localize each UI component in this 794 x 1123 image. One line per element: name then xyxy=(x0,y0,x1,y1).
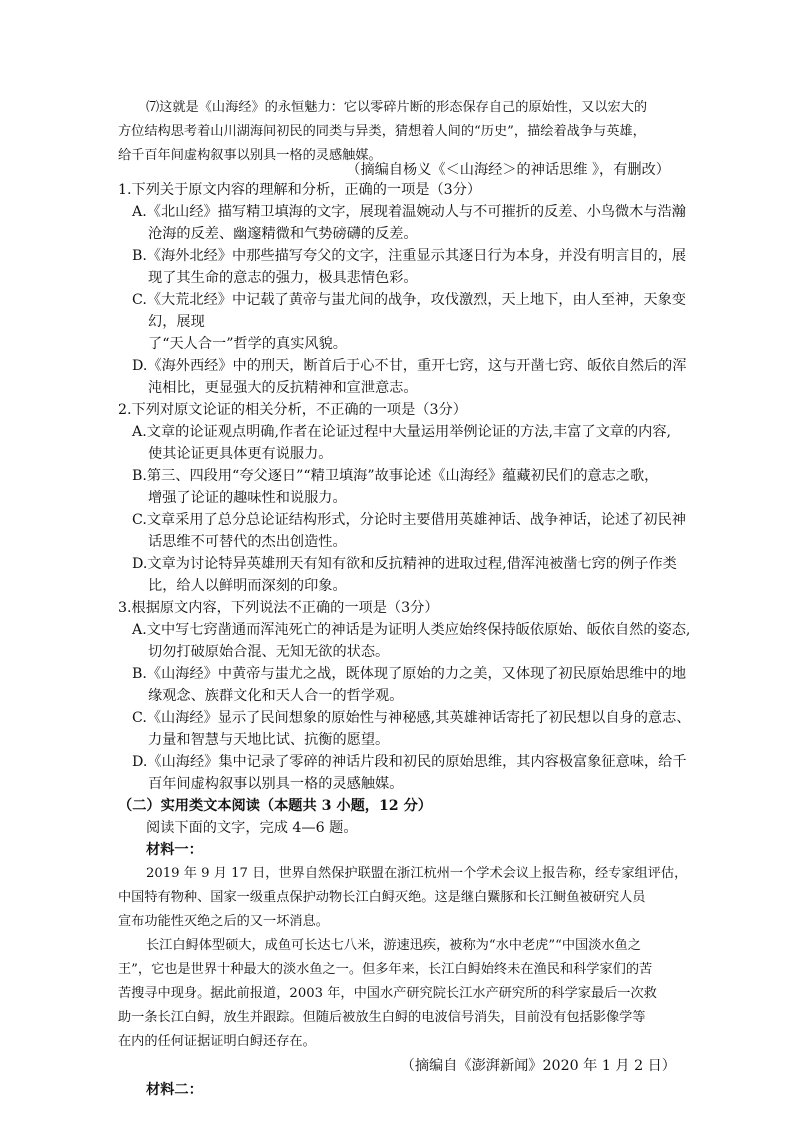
material1-source: （摘编自《澎湃新闻》2020 年 1 月 2 日） xyxy=(400,1058,676,1074)
material1-para1-line3: 宣布功能性灭绝之后的又一坏消息。 xyxy=(118,914,329,929)
q2-option-c-line2: 话思维不可替代的杰出创造性。 xyxy=(148,534,347,550)
material1-para2-line1: 长江白鲟体型硕大，成鱼可长达七八米，游速迅疾，被称为“水中老虎”“中国淡水鱼之 xyxy=(146,938,641,953)
q1-option-d-line1: D.《海外西经》中的刑天，断首后于心不甘，重开七窍，这与开凿七窍、皈依自然后的浑 xyxy=(132,358,687,374)
material1-label: 材料一： xyxy=(146,842,203,858)
material1-para2-line4: 助一条长江白鲟，放生并跟踪。但随后被放生白鲟的电波信号消失，目前没有包括影像学等 xyxy=(118,1010,646,1025)
passage7-line2: 方位结构思考着山川湖海间初民的同类与异类，猜想着人间的“历史”，描绘着战争与英雄， xyxy=(118,124,646,139)
q1-option-c-line1: C.《大荒北经》中记载了黄帝与蚩尤间的战争，攻伐激烈，天上地下，由人至神，天象变 xyxy=(132,292,686,308)
q3-option-d-line2: 百年间虚构叙事以别具一格的灵感触媒。 xyxy=(148,776,404,792)
q1-option-b-line1: B.《海外北经》中那些描写夸父的文字，注重显示其逐日行为本身，并没有明言目的，展 xyxy=(132,248,687,264)
passage7-source: （摘编自杨义《＜山海经＞的神话思维 》，有删改） xyxy=(346,162,670,178)
q3-option-d-line1: D.《山海经》集中记录了零碎的神话片段和初民的原始思维，其内容极富象征意味，给千 xyxy=(132,754,687,770)
passage7-line1: ⑺这就是《山海经》的永恒魅力：它以零碎片断的形态保存自己的原始性，又以宏大的 xyxy=(146,100,648,115)
q2-option-b-line2: 增强了论证的趣味性和说服力。 xyxy=(148,490,347,506)
q2-option-b-line1: B.第三、四段用“夸父逐日”“精卫填海”故事论述《山海经》蕴藏初民们的意志之歌， xyxy=(132,468,659,484)
material1-para1-line1: 2019 年 9 月 17 日，世界自然保护联盟在浙江杭州一个学术会议上报告称，经专家组评估， xyxy=(146,866,688,881)
q3-option-c-line2: 力量和智慧与天地比试、抗衡的愿望。 xyxy=(148,732,390,748)
q2-stem: 2.下列对原文论证的相关分析，不正确的一项是（3分） xyxy=(118,402,467,418)
q3-option-b-line2: 缘观念、族群文化和天人合一的哲学观。 xyxy=(148,688,404,704)
q1-option-a-line2: 沧海的反差、幽邃精微和气势磅礴的反差。 xyxy=(148,226,418,242)
q3-option-a-line1: A.文中写七窍凿通而浑沌死亡的神话是为证明人类应始终保持皈依原始、皈依自然的姿态, xyxy=(132,622,691,638)
passage7-line3: 给千百年间虚构叙事以别具一格的灵感触媒。 xyxy=(118,148,382,163)
q2-option-d-line1: D.文章为讨论特异英雄刑天有知有欲和反抗精神的进取过程,借浑沌被凿七窍的例子作类 xyxy=(132,556,677,572)
q1-option-d-line2: 沌相比，更显强大的反抗精神和宣泄意志。 xyxy=(148,380,418,396)
q3-option-b-line1: B.《山海经》中黄帝与蚩尤之战，既体现了原始的力之美，又体现了初民原始思维中的地 xyxy=(132,666,687,682)
material1-para2-line2: 王”，它也是世界十种最大的淡水鱼之一。但多年来，长江白鲟始终未在渔民和科学家们的苦 xyxy=(118,962,653,977)
material1-para1-line2: 中国特有物种、国家一级重点保护动物长江白鲟灭绝。这是继白鱀豚和长江鲥鱼被研究人员 xyxy=(118,890,646,905)
q1-option-a-line1: A.《北山经》描写精卫填海的文字，展现着温婉动人与不可摧折的反差、小鸟微木与浩瀚 xyxy=(132,204,686,220)
q1-stem: 1.下列关于原文内容的理解和分析，正确的一项是（3分） xyxy=(118,182,482,198)
section2-heading: （二）实用类文本阅读（本题共 3 小题，12 分） xyxy=(118,798,432,814)
material1-para2-line3: 苦搜寻中现身。据此前报道，2003 年，中国水产研究院长江水产研究所的科学家最后一次救 xyxy=(118,986,657,1001)
q2-option-d-line2: 比，给人以鲜明而深刻的印象。 xyxy=(148,578,347,594)
q1-option-b-line2: 现了其生命的意志的强力，极具悲情色彩。 xyxy=(148,270,418,286)
q3-stem: 3.根据原文内容，下列说法不正确的一项是（3分） xyxy=(118,600,439,616)
material2-label: 材料二： xyxy=(146,1082,203,1098)
q1-option-c-line2: 幻，展现 xyxy=(148,314,205,330)
q2-option-c-line1: C.文章采用了总分总论证结构形式，分论时主要借用英雄神话、战争神话，论述了初民神 xyxy=(132,512,686,528)
q3-option-a-line2: 切勿打破原始合混、无知无欲的状态。 xyxy=(148,644,390,660)
q3-option-c-line1: C.《山海经》显示了民间想象的原始性与神秘感,其英雄神话寄托了初民想以自身的意志、 xyxy=(132,710,691,726)
q2-option-a-line2: 使其论证更具体更有说服力。 xyxy=(148,446,333,462)
material1-para2-line5: 在内的任何证据证明白鲟还存在。 xyxy=(118,1034,316,1049)
section2-instruction: 阅读下面的文字，完成 4—6 题。 xyxy=(146,820,358,836)
q2-option-a-line1: A.文章的论证观点明确,作者在论证过程中大量运用举例论证的方法,丰富了文章的内容, xyxy=(132,424,672,440)
q1-option-c-line3: 了“天人合一”哲学的真实风貌。 xyxy=(148,336,347,352)
